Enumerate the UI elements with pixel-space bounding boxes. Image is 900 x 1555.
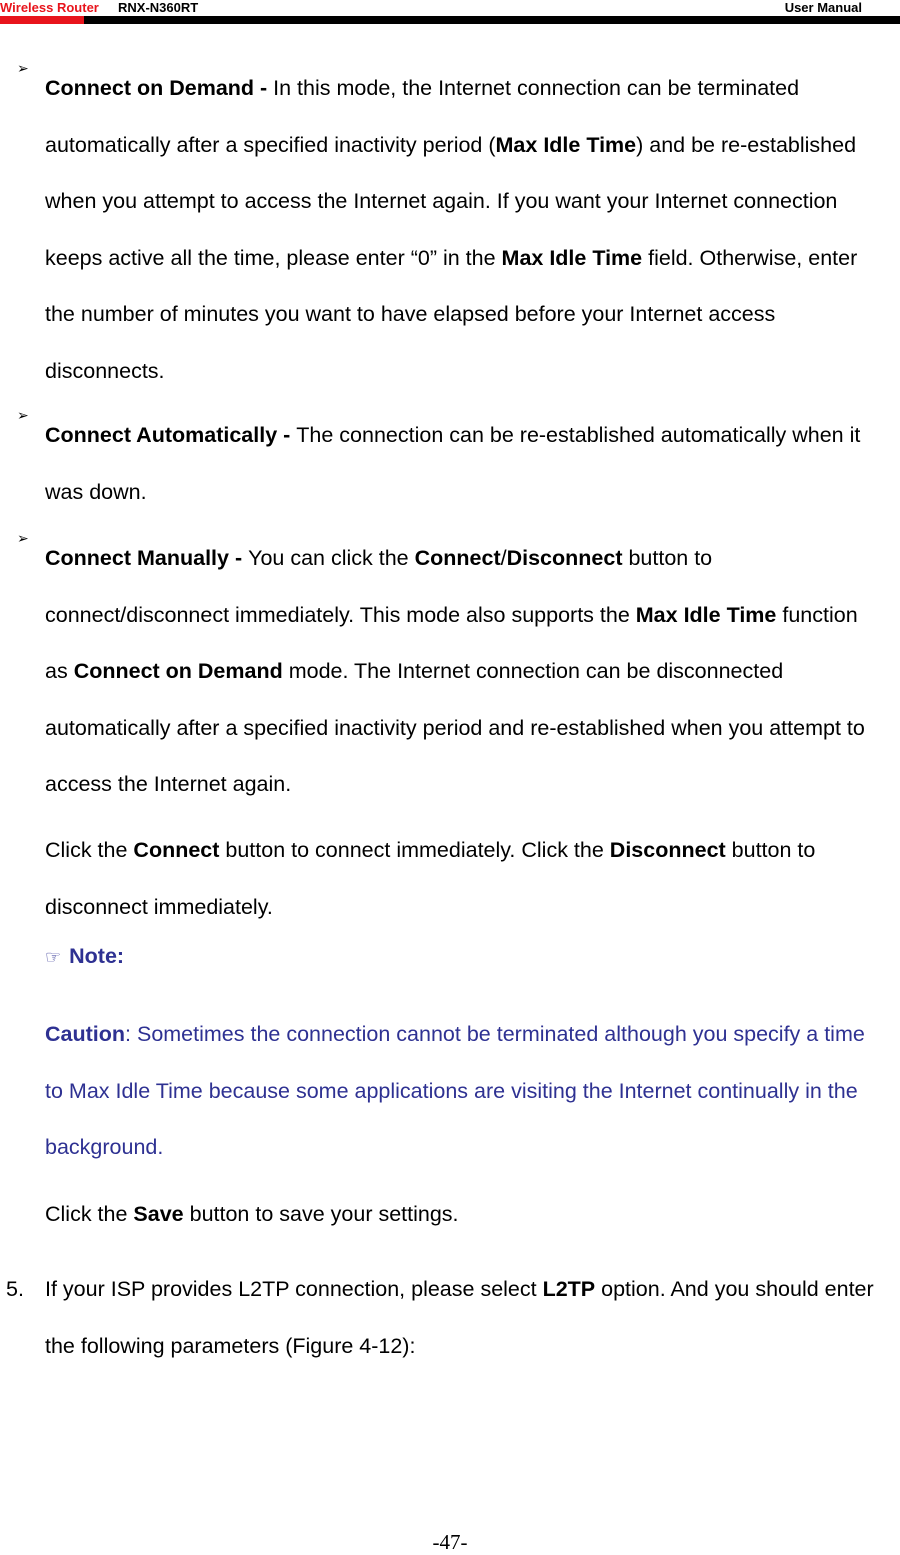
header-rule-black — [84, 16, 900, 24]
header-rule-red — [0, 16, 84, 24]
pointing-hand-icon: ☞ — [45, 947, 62, 967]
bullet-connect-on-demand: Connect on Demand - In this mode, the Internet connection can be terminated automatically after a specified inactivity period (Max Idle Time) and be re-established when you attempt to access the Internet again. If you want your Internet connection keeps active all the time, please enter “0” in the Max Idle Time field. Otherwise, enter the number of minutes you want to have elapsed before your Internet access disconnects. — [45, 76, 858, 383]
bullet-arrow-icon: ➢ — [17, 60, 29, 76]
note-heading: ☞ Note: — [45, 944, 125, 968]
bullet-arrow-icon: ➢ — [17, 530, 29, 546]
step-5-l2tp: If your ISP provides L2TP connection, please select L2TP option. And you should enter the following parameters (Figure 4-12): — [45, 1277, 874, 1358]
step-number: 5. — [6, 1277, 24, 1301]
bullet-connect-automatically: Connect Automatically - The connection can be re-established automatically when it was down. — [45, 423, 861, 504]
note-caution: Caution: Sometimes the connection cannot be terminated although you specify a time to Max Idle Time because some applications are visiting the Internet continually in the background. — [45, 1022, 865, 1159]
bullet-arrow-icon: ➢ — [17, 407, 29, 423]
page-number: -47- — [432, 1530, 468, 1554]
header-model: RNX-N360RT — [118, 0, 199, 15]
para-save: Click the Save button to save your settings. — [45, 1202, 459, 1226]
header-doc-type: User Manual — [784, 0, 862, 15]
bullet-connect-manually: Connect Manually - You can click the Connect/Disconnect button to connect/disconnect immediately. This mode also supports the Max Idle Time function as Connect on Demand mode. The Internet connection can be disconnected automatically after a specified inactivity period and re-established when you attempt to access the Internet again. — [45, 546, 865, 796]
page-header — [0, 0, 900, 26]
header-brand: Wireless Router — [0, 0, 99, 15]
para-connect-disconnect: Click the Connect button to connect immediately. Click the Disconnect button to disconnect immediately. — [45, 838, 816, 919]
